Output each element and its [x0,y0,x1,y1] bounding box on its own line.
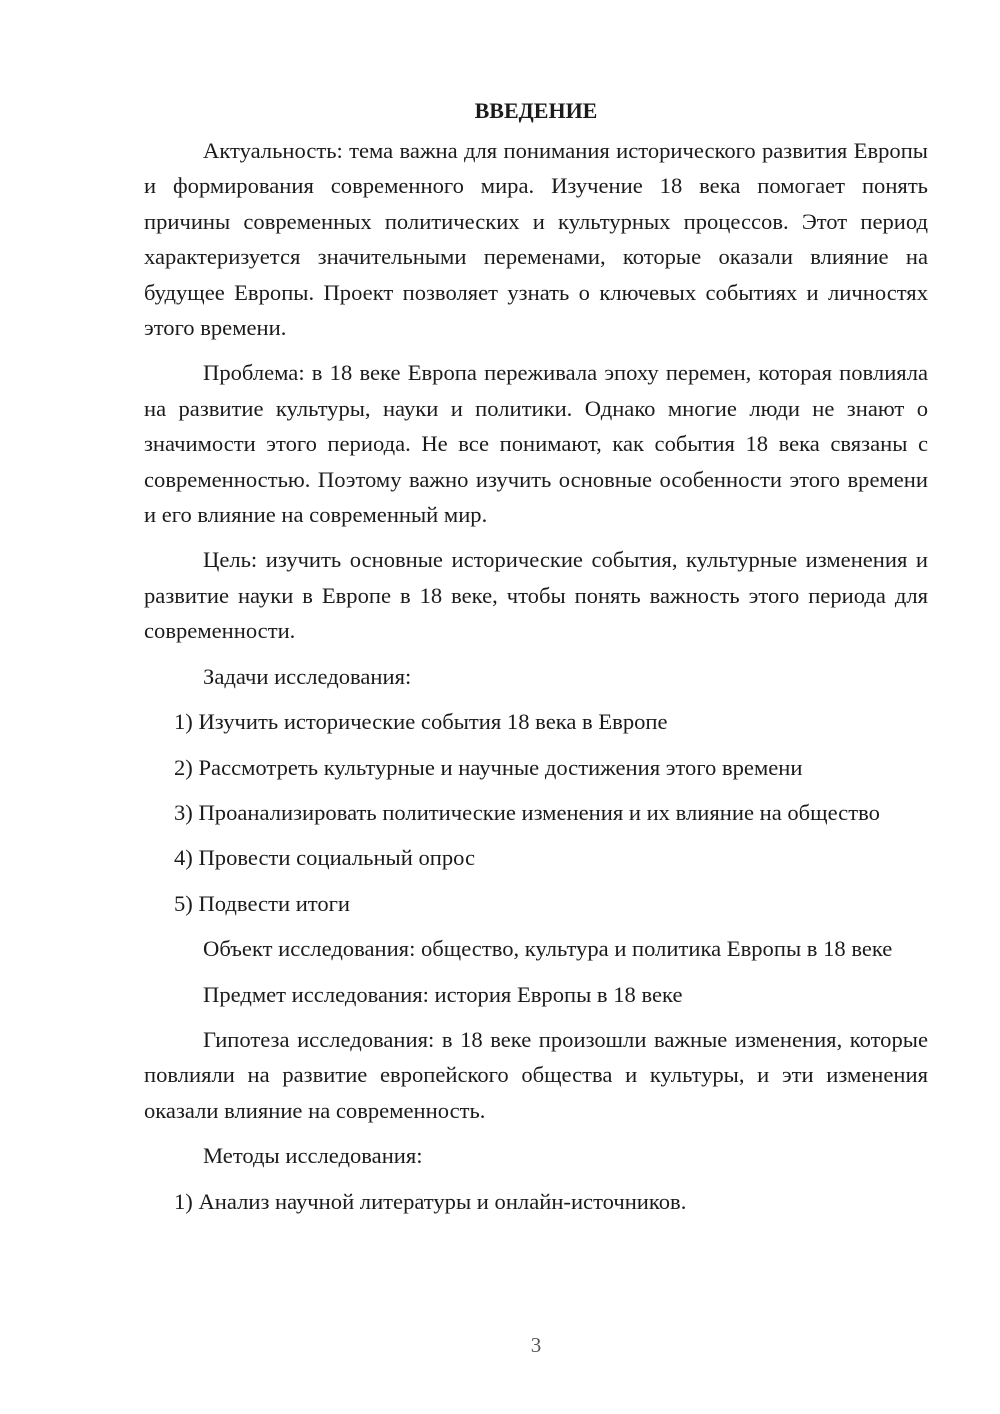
method-item: 1) Анализ научной литературы и онлайн-источников. [174,1188,687,1214]
page-number: 3 [530,1333,542,1357]
methods-heading: Методы исследования: [203,1143,423,1169]
page-content [144,93,928,1229]
object-paragraph: Объект исследования: общество, культура и политика Европы в 18 веке [203,936,893,962]
section-title: ВВЕДЕНИЕ [474,98,598,123]
relevance-paragraph: Актуальность: тема важна для понимания исторического развития Европы и формирования современного мира. Изучение 18 века помогает понять причины современных политических и культурных процессов. Этот период характеризуется значительными переменами, которые оказали влияние на будущее Европы. Проект позволяет узнать о ключевых событиях и личностях этого времени. [144,138,928,341]
goal-paragraph: Цель: изучить основные исторические события, культурные изменения и развитие науки в Европе в 18 веке, чтобы понять важность этого периода для современности. [144,547,928,644]
task-item: 5) Подвести итоги [174,890,351,916]
problem-paragraph: Проблема: в 18 веке Европа переживала эпоху перемен, которая повлияла на развитие культуры, науки и политики. Однако многие люди не знают о значимости этого периода. Не все понимают, как события 18 века связаны с современностью. Поэтому важно изучить основные особенности этого времени и его влияние на современный мир. [144,360,928,528]
task-item: 3) Проанализировать политические изменения и их влияние на общество [174,799,880,825]
subject-paragraph: Предмет исследования: история Европы в 18 веке [203,981,683,1007]
task-item: 4) Провести социальный опрос [174,845,476,871]
task-item: 2) Рассмотреть культурные и научные достижения этого времени [174,754,803,780]
task-item: 1) Изучить исторические события 18 века в Европе [174,709,668,735]
tasks-heading: Задачи исследования: [203,663,412,689]
hypothesis-paragraph: Гипотеза исследования: в 18 веке произошли важные изменения, которые повлияли на развитие европейского общества и культуры, и эти изменения оказали влияние на современность. [144,1026,928,1123]
